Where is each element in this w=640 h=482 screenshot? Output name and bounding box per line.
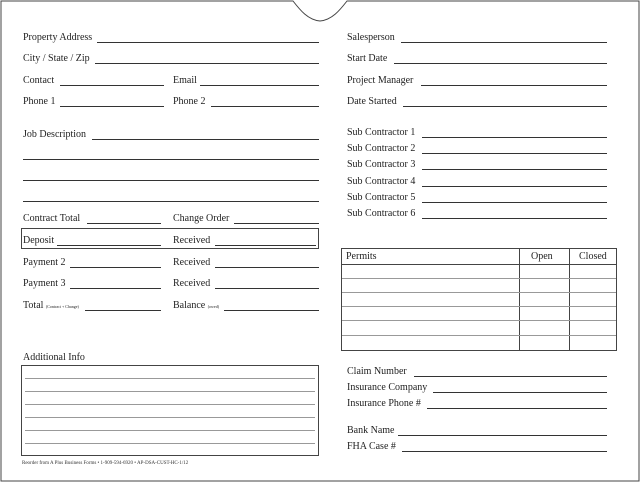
sub-contractor-2-field[interactable] [422,153,607,154]
deposit-received-label: Received [173,235,211,246]
insurance-company-label: Insurance Company [347,382,428,393]
sub-contractor-5-field[interactable] [422,202,607,203]
additional-info-label: Additional Info [23,352,85,363]
permits-row-line [342,335,616,336]
date-started-label: Date Started [347,96,397,107]
closed-header: Closed [579,251,607,262]
email-label: Email [173,75,197,86]
payment2-received-label: Received [173,257,211,268]
sub-contractor-2-label: Sub Contractor 2 [347,143,416,154]
sub-contractor-5-label: Sub Contractor 5 [347,192,416,203]
phone1-label: Phone 1 [23,96,56,107]
deposit-label: Deposit [23,235,55,246]
total-field[interactable] [85,310,161,311]
bank-name-field[interactable] [398,435,607,436]
additional-info-line-3 [25,404,315,405]
balance-label-text: Balance [173,300,206,311]
sub-contractor-6-label: Sub Contractor 6 [347,208,416,219]
contact-field[interactable] [60,85,164,86]
permits-header-divider [341,264,617,265]
deposit-received-field[interactable] [215,245,316,246]
property-address-label: Property Address [23,32,93,43]
permits-header: Permits [346,251,377,262]
total-label-text: Total [23,300,44,311]
sub-contractor-1-field[interactable] [422,137,607,138]
insurance-company-field[interactable] [433,392,607,393]
project-manager-field[interactable] [421,85,607,86]
sub-contractor-3-field[interactable] [422,169,607,170]
property-address-field[interactable] [97,42,319,43]
permits-row-line [342,320,616,321]
balance-label [173,300,219,313]
claim-number-label: Claim Number [347,366,407,377]
payment3-received-field[interactable] [215,288,319,289]
contract-total-label: Contract Total [23,213,81,224]
bank-name-label: Bank Name [347,425,395,436]
salesperson-field[interactable] [401,42,607,43]
permits-row-line [342,278,616,279]
insurance-phone-label: Insurance Phone # [347,398,421,409]
city-state-zip-field[interactable] [95,63,319,64]
job-description-line-1[interactable] [92,139,319,140]
additional-info-line-2 [25,391,315,392]
phone2-label: Phone 2 [173,96,206,107]
fha-case-field[interactable] [402,451,607,452]
job-description-label: Job Description [23,129,87,140]
sub-contractor-6-field[interactable] [422,218,607,219]
reorder-footer: Reorder from A Plus Business Forms • 1-909-594-6920 • AP-DSA-CUST-HC-1/12 [22,461,189,466]
additional-info-line-5 [25,430,315,431]
additional-info-line-4 [25,417,315,418]
permits-row-line [342,306,616,307]
start-date-field[interactable] [394,63,607,64]
salesperson-label: Salesperson [347,32,395,43]
email-field[interactable] [200,85,319,86]
city-state-zip-label: City / State / Zip [23,53,90,64]
fha-case-label: FHA Case # [347,441,396,452]
payment2-label: Payment 2 [23,257,66,268]
sub-contractor-4-field[interactable] [422,186,607,187]
total-note: (Contract + Change) [45,304,79,309]
payment2-received-field[interactable] [215,267,319,268]
contact-label: Contact [23,75,55,86]
additional-info-line-1 [25,378,315,379]
sub-contractor-4-label: Sub Contractor 4 [347,176,416,187]
payment3-received-label: Received [173,278,211,289]
permits-row-line [342,292,616,293]
additional-info-line-6 [25,443,315,444]
deposit-field[interactable] [57,245,161,246]
job-description-line-3[interactable] [23,180,319,181]
sub-contractor-3-label: Sub Contractor 3 [347,159,416,170]
sub-contractor-1-label: Sub Contractor 1 [347,127,416,138]
payment2-field[interactable] [70,267,161,268]
open-header: Open [531,251,553,262]
project-manager-label: Project Manager [347,75,414,86]
job-description-line-4[interactable] [23,201,319,202]
phone1-field[interactable] [60,106,164,107]
change-order-label: Change Order [173,213,230,224]
balance-field[interactable] [224,310,319,311]
payment3-field[interactable] [70,288,161,289]
total-label [23,300,79,313]
job-description-line-2[interactable] [23,159,319,160]
start-date-label: Start Date [347,53,388,64]
insurance-phone-field[interactable] [427,408,607,409]
claim-number-field[interactable] [414,376,607,377]
date-started-field[interactable] [403,106,607,107]
phone2-field[interactable] [211,106,319,107]
contract-total-field[interactable] [87,223,161,224]
change-order-field[interactable] [234,223,319,224]
payment3-label: Payment 3 [23,278,66,289]
balance-note: (owed) [207,304,220,309]
